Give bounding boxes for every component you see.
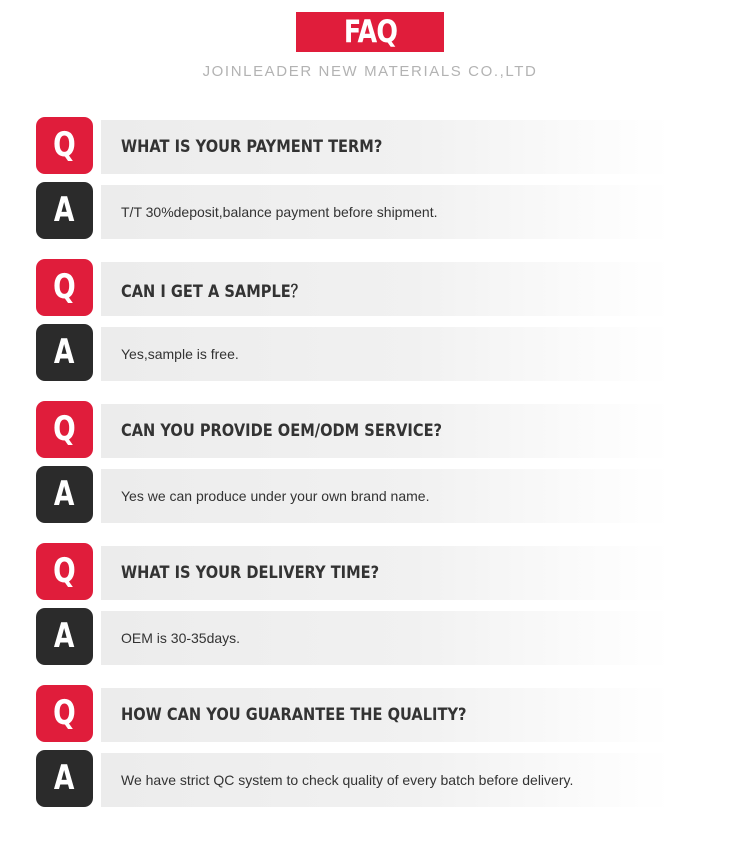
answer-badge xyxy=(36,608,93,665)
answer-bar xyxy=(101,469,671,523)
answer-badge-label: A xyxy=(54,190,75,230)
answer-badge xyxy=(36,182,93,239)
question-text: WHAT IS YOUR DELIVERY TIME? xyxy=(121,563,380,583)
answer-badge-label: A xyxy=(54,474,75,514)
question-badge xyxy=(36,117,93,174)
question-badge-label: Q xyxy=(53,409,76,449)
answer-bar xyxy=(101,185,671,239)
faq-title-banner xyxy=(296,12,444,52)
faq-item xyxy=(0,543,750,685)
question-bar xyxy=(101,546,671,600)
answer-badge xyxy=(36,750,93,807)
question-badge xyxy=(36,259,93,316)
faq-item xyxy=(0,117,750,259)
question-text: HOW CAN YOU GUARANTEE THE QUALITY? xyxy=(121,705,467,725)
question-badge-label: Q xyxy=(53,693,76,733)
answer-text: Yes,sample is free. xyxy=(121,346,239,362)
question-text: CAN YOU PROVIDE OEM/ODM SERVICE? xyxy=(121,421,443,441)
question-bar xyxy=(101,120,671,174)
answer-badge xyxy=(36,324,93,381)
answer-text: Yes we can produce under your own brand name. xyxy=(121,488,430,504)
answer-badge-label: A xyxy=(54,758,75,798)
question-badge-label: Q xyxy=(53,267,76,307)
answer-bar xyxy=(101,611,671,665)
question-text: CAN I GET A SAMPLE？ xyxy=(121,281,306,302)
answer-text: OEM is 30-35days. xyxy=(121,630,241,646)
question-badge-label: Q xyxy=(53,125,76,165)
question-bar xyxy=(101,688,671,742)
faq-item xyxy=(0,259,750,401)
question-bar xyxy=(101,404,671,458)
answer-text: T/T 30%deposit,balance payment before shipment. xyxy=(121,204,438,220)
answer-bar xyxy=(101,327,671,381)
answer-bar xyxy=(101,753,671,807)
question-badge xyxy=(36,543,93,600)
company-name: JOINLEADER NEW MATERIALS CO.,LTD xyxy=(202,63,538,80)
answer-badge-label: A xyxy=(54,616,75,656)
answer-badge xyxy=(36,466,93,523)
answer-text: We have strict QC system to check quality of every batch before delivery. xyxy=(121,772,574,788)
question-badge xyxy=(36,685,93,742)
question-badge xyxy=(36,401,93,458)
faq-list xyxy=(0,117,750,827)
answer-badge-label: A xyxy=(54,332,75,372)
question-text: WHAT IS YOUR PAYMENT TERM? xyxy=(121,137,383,157)
question-bar xyxy=(101,262,671,316)
faq-item xyxy=(0,401,750,543)
faq-title: FAQ xyxy=(343,14,397,50)
faq-item xyxy=(0,685,750,827)
question-badge-label: Q xyxy=(53,551,76,591)
